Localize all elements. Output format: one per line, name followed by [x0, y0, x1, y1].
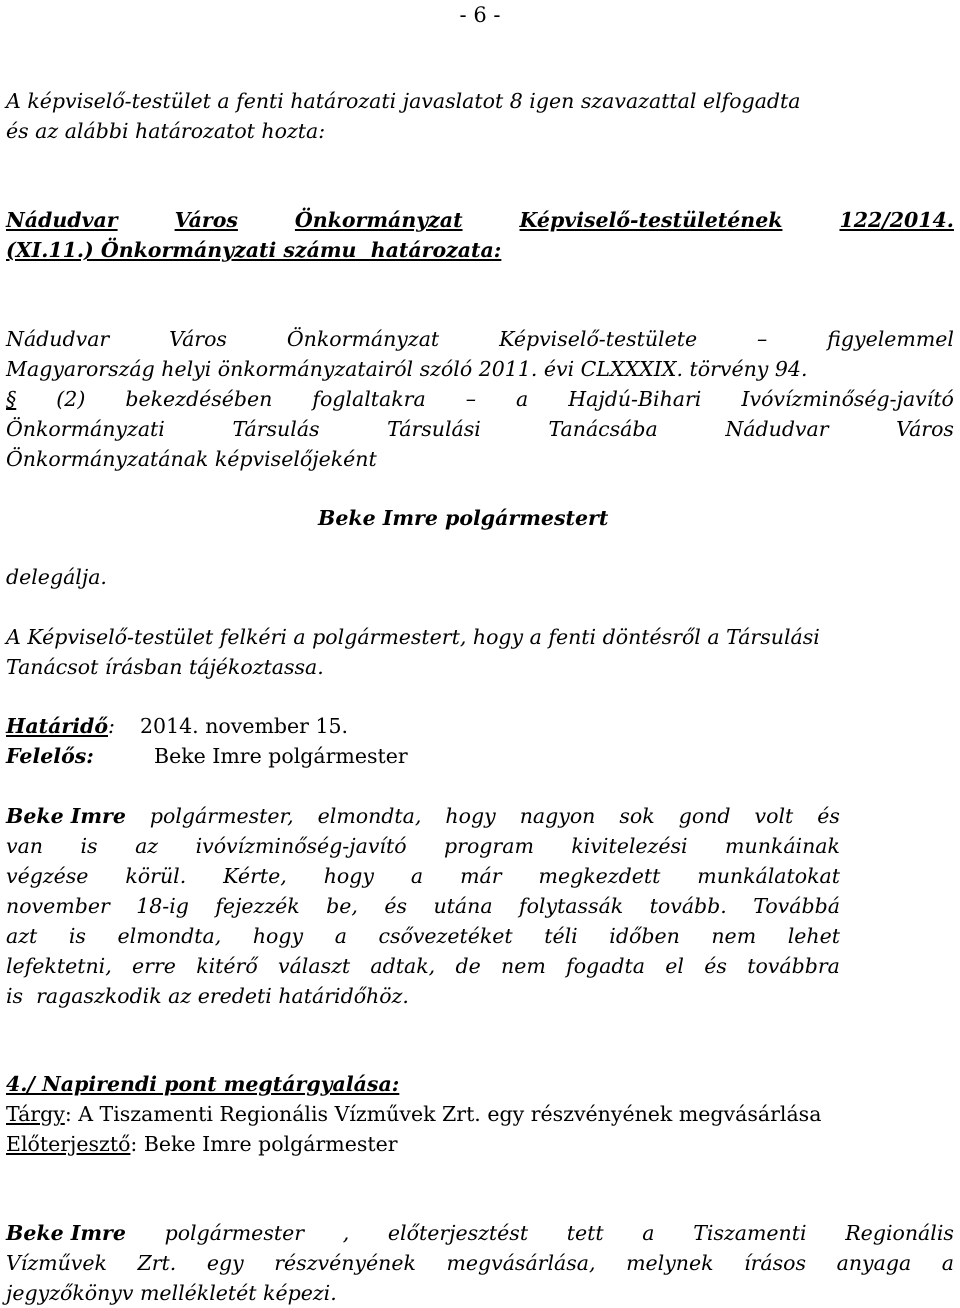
statement-word: tovább. [649, 894, 727, 918]
body-word: Önkormányzat [286, 327, 440, 351]
resolution-body-line-5: Önkormányzatának képviselőjeként [6, 447, 377, 471]
statement-line-7: is ragaszkodik az eredeti határidőhöz. [6, 984, 409, 1008]
statement-word: fogadta [566, 954, 645, 978]
statement-word: is [80, 834, 98, 858]
closing-word: Zrt. [137, 1251, 177, 1275]
subject-label: Tárgy [6, 1102, 65, 1126]
body-word: (2) [56, 387, 86, 411]
statement-word: kivitelezési [571, 834, 688, 858]
statement-word: polgármester, [149, 804, 294, 828]
statement-word: nem [501, 954, 546, 978]
agenda-presenter [6, 1129, 398, 1159]
closing-word: Regionális [845, 1221, 954, 1245]
resolution-title-line-1 [6, 205, 954, 235]
body-word: a [515, 387, 529, 411]
intro-line-1: A képviselő-testület a fenti határozati javaslatot 8 igen szavazattal elfogadta [6, 89, 801, 113]
statement-word: folytassák [519, 894, 624, 918]
agenda-subject [6, 1099, 821, 1129]
statement-word: a [334, 924, 347, 948]
page-number: - 6 - [459, 3, 501, 27]
closing-word: egy [206, 1251, 244, 1275]
statement-word: fejezzék [215, 894, 300, 918]
statement-line-3 [6, 861, 840, 891]
statement-word: azt [6, 924, 38, 948]
statement-word: hogy [252, 924, 304, 948]
statement-line-1 [6, 801, 840, 831]
deadline-colon: : [108, 714, 115, 738]
statement-word: volt [754, 804, 794, 828]
closing-word: írásos [744, 1251, 807, 1275]
statement-word: gond [678, 804, 731, 828]
statement-word: munkálatokat [697, 864, 840, 888]
request-line-2: Tanácsot írásban tájékoztassa. [6, 655, 324, 679]
statement-word: sok [619, 804, 655, 828]
body-word: Társulás [232, 417, 320, 441]
body-word: Társulási [387, 417, 481, 441]
closing-word: részvényének [274, 1251, 416, 1275]
body-word: Tanácsába [548, 417, 658, 441]
deadline-value: 2014. november 15. [139, 714, 349, 738]
closing-line-1 [6, 1218, 954, 1248]
resolution-body-line-1 [6, 324, 954, 354]
statement-word: adtak, [370, 954, 436, 978]
body-word: figyelemmel [827, 327, 954, 351]
subject-value: : A Tiszamenti Regionális Vízművek Zrt. egy részvényének megvásárlása [64, 1102, 822, 1126]
statement-word: nagyon [519, 804, 596, 828]
body-word: – [757, 327, 768, 351]
presenter-value: : Beke Imre polgármester [130, 1132, 398, 1156]
body-word: Város [169, 327, 227, 351]
statement-word: november [6, 894, 110, 918]
closing-word: tett [566, 1221, 604, 1245]
closing-word: a [642, 1221, 655, 1245]
statement-word: ivóvízminőség-javító [195, 834, 407, 858]
closing-word: melynek [626, 1251, 714, 1275]
statement-word: az [135, 834, 159, 858]
statement-word: és [704, 954, 727, 978]
statement-word: hogy [445, 804, 496, 828]
closing-speaker: Beke Imre [6, 1221, 126, 1245]
body-word: Ivóvízminőség-javító [741, 387, 954, 411]
body-word: Önkormányzati [6, 417, 165, 441]
statement-line-2 [6, 831, 840, 861]
responsible-label: Felelős: [6, 744, 94, 768]
presenter-label: Előterjesztő [6, 1132, 131, 1156]
statement-word: munkáinak [725, 834, 840, 858]
statement-speaker: Beke Imre [6, 804, 126, 828]
closing-word: Tiszamenti [693, 1221, 807, 1245]
statement-word: be, [326, 894, 358, 918]
statement-word: választ [277, 954, 351, 978]
statement-word: körül. [125, 864, 187, 888]
statement-word: de [455, 954, 481, 978]
statement-word: megkezdett [538, 864, 661, 888]
title-word: Képviselő-testületének [519, 208, 783, 232]
body-word: Nádudvar [6, 327, 110, 351]
title-word: Nádudvar [6, 208, 118, 232]
closing-word: anyaga [836, 1251, 912, 1275]
closing-word: polgármester [164, 1221, 305, 1245]
title-word: 122/2014. [839, 208, 954, 232]
statement-word: lehet [787, 924, 840, 948]
closing-line-2 [6, 1248, 954, 1278]
statement-word: lefektetni, [6, 954, 112, 978]
body-word: Képviselő-testülete [499, 327, 698, 351]
delegalja-text: delegálja. [6, 565, 107, 589]
body-word: Nádudvar [725, 417, 829, 441]
statement-word: csővezetéket [378, 924, 513, 948]
statement-word: és [817, 804, 840, 828]
title-word: Város [174, 208, 238, 232]
statement-word: és [384, 894, 408, 918]
statement-word: is [68, 924, 86, 948]
closing-word: Vízművek [6, 1251, 107, 1275]
statement-word: a [410, 864, 424, 888]
responsible-row [6, 741, 408, 771]
title-word: Önkormányzat [294, 208, 463, 232]
statement-word: erre [132, 954, 176, 978]
resolution-body-line-2: Magyarország helyi önkormányzatairól szóló 2011. évi CLXXXIX. törvény 94. [6, 357, 808, 381]
body-word: foglaltakra [312, 387, 426, 411]
statement-line-6 [6, 951, 840, 981]
body-word: Város [896, 417, 954, 441]
statement-word: időben [609, 924, 680, 948]
resolution-body-line-4 [6, 414, 954, 444]
statement-line-4 [6, 891, 840, 921]
statement-word: elmondta, [117, 924, 222, 948]
statement-line-5 [6, 921, 840, 951]
statement-word: kitérő [196, 954, 258, 978]
resolution-title-line-2: (XI.11.) Önkormányzati számu határozata: [6, 238, 502, 262]
statement-word: már [460, 864, 502, 888]
statement-word: Továbbá [753, 894, 840, 918]
statement-word: van [6, 834, 44, 858]
closing-word: , [342, 1221, 350, 1245]
agenda-heading: 4./ Napirendi pont megtárgyalása: [6, 1072, 400, 1096]
statement-word: 18-ig [136, 894, 189, 918]
body-word: bekezdésében [125, 387, 273, 411]
deadline-label: Határidő [6, 714, 108, 738]
deadline-row [6, 711, 348, 741]
closing-word: előterjesztést [387, 1221, 529, 1245]
closing-word: a [941, 1251, 954, 1275]
statement-word: hogy [323, 864, 374, 888]
intro-line-2: és az alábbi határozatot hozta: [6, 119, 326, 143]
statement-word: nem [711, 924, 757, 948]
section-sign: § [6, 387, 17, 411]
request-line-1: A Képviselő-testület felkéri a polgármestert, hogy a fenti döntésről a Társulási [6, 625, 820, 649]
closing-word: megvásárlása, [446, 1251, 596, 1275]
statement-word: továbbra [747, 954, 840, 978]
closing-line-3: jegyzőkönyv mellékletét képezi. [6, 1281, 337, 1305]
delegate-name: Beke Imre polgármestert [318, 506, 609, 530]
body-word: Hajdú-Bihari [568, 387, 702, 411]
resolution-body-line-3 [6, 384, 954, 414]
statement-word: elmondta, [317, 804, 422, 828]
statement-word: végzése [6, 864, 89, 888]
statement-word: program [444, 834, 534, 858]
statement-word: el [665, 954, 684, 978]
body-word: – [465, 387, 476, 411]
statement-word: téli [544, 924, 578, 948]
statement-word: Kérte, [223, 864, 287, 888]
responsible-value: Beke Imre polgármester [154, 744, 408, 768]
statement-word: utána [433, 894, 493, 918]
